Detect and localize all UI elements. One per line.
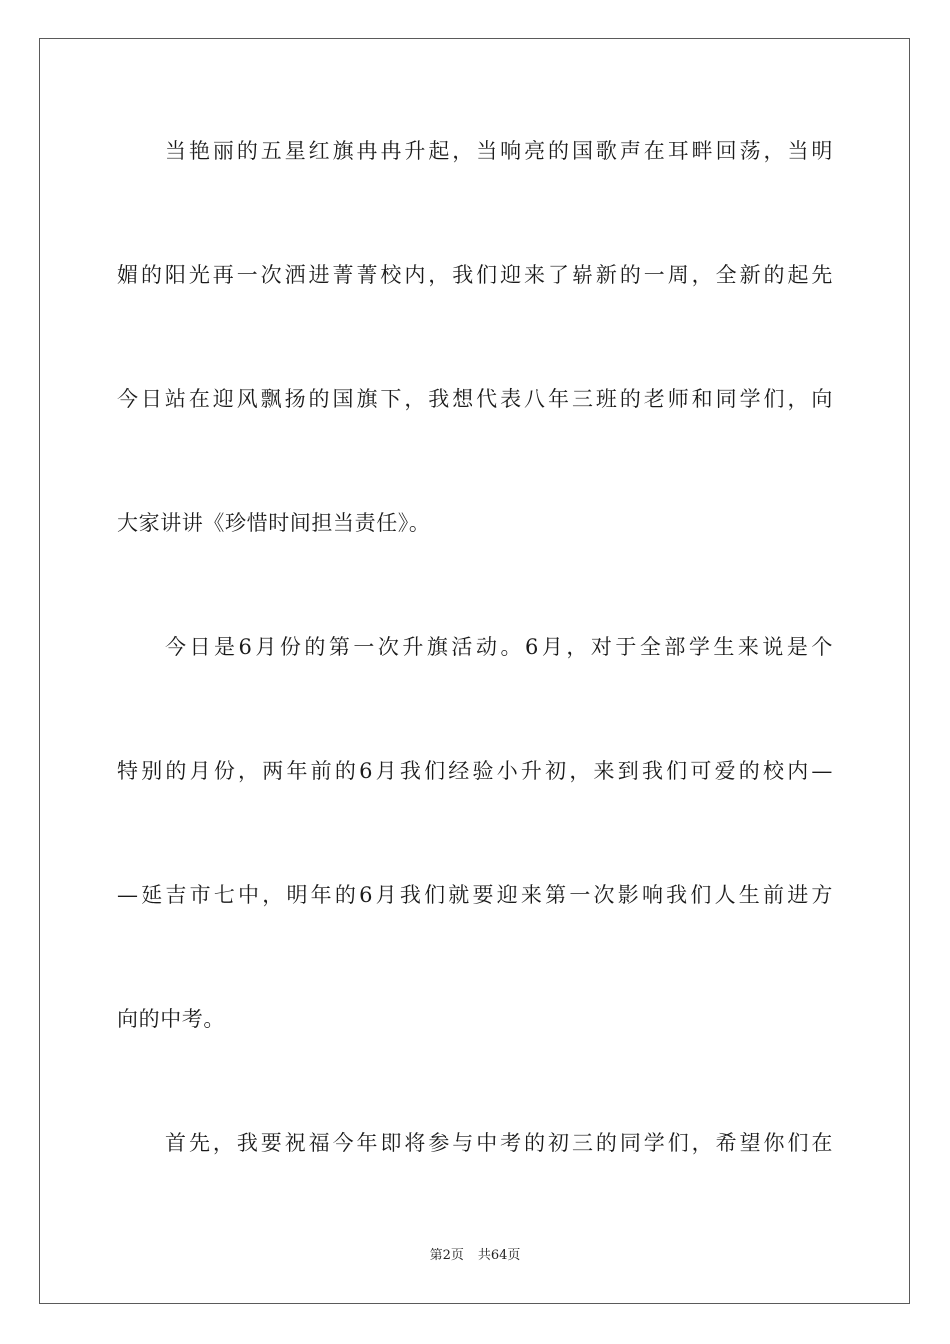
text-line: 大家讲讲《珍惜时间担当责任》。 bbox=[117, 511, 431, 535]
text-line: 首先，我要祝福今年即将参与中考的初三的同学们，希望你们在 bbox=[165, 1131, 833, 1155]
text-line: 向的中考。 bbox=[117, 1007, 225, 1031]
text-line: 当艳丽的五星红旗冉冉升起，当响亮的国歌声在耳畔回荡，当明 bbox=[165, 139, 833, 163]
text-line: 媚的阳光再一次洒进菁菁校内，我们迎来了崭新的一周，全新的起先 bbox=[117, 263, 833, 287]
text-line: 特别的月份，两年前的6月我们经验小升初，来到我们可爱的校内— bbox=[117, 759, 833, 783]
page-number: 第2页 bbox=[429, 1248, 464, 1263]
text-line: 今日是6月份的第一次升旗活动。6月，对于全部学生来说是个 bbox=[165, 635, 833, 659]
page-footer bbox=[0, 1247, 950, 1265]
text-line: 今日站在迎风飘扬的国旗下，我想代表八年三班的老师和同学们，向 bbox=[117, 387, 833, 411]
total-pages: 共64页 bbox=[477, 1248, 521, 1263]
text-line: —延吉市七中，明年的6月我们就要迎来第一次影响我们人生前进方 bbox=[117, 883, 833, 907]
page-frame bbox=[39, 38, 910, 1304]
